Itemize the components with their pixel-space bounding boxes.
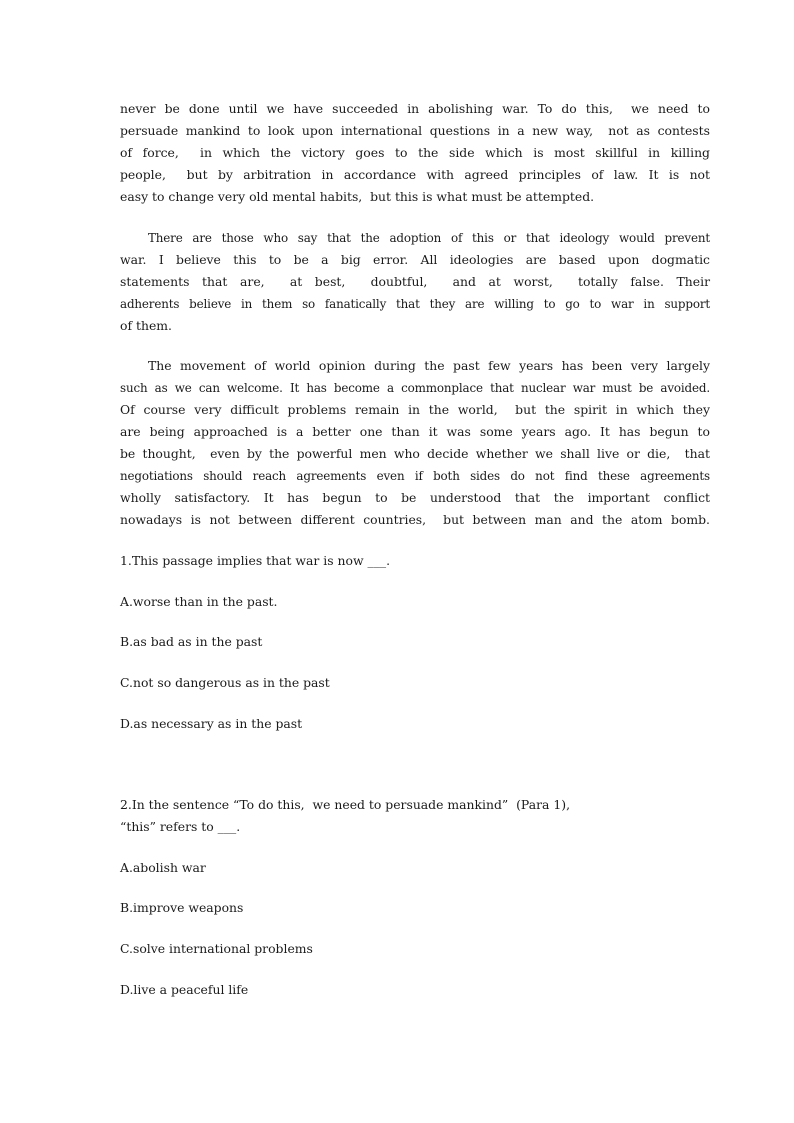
answer-option-d: D.as necessary as in the past <box>120 716 303 731</box>
paragraph-line: be thought, even by the powerful men who decide whether we shall live or die, that <box>120 446 710 461</box>
paragraph-line: are being approached is a better one than it was some years ago. It has begun to <box>120 424 710 439</box>
paragraph-line: nowadays is not between different countries, but between man and the atom bomb. <box>120 512 710 527</box>
question-stem: “this” refers to ___. <box>120 819 241 834</box>
paragraph-line: war. I believe this to be a big error. All ideologies are based upon dogmatic <box>120 252 710 267</box>
answer-option-b: B.improve weapons <box>120 900 244 915</box>
paragraph-line: people, but by arbitration in accordance with agreed principles of law. It is not <box>120 167 710 182</box>
answer-option-b: B.as bad as in the past <box>120 634 263 649</box>
paragraph-line: of them. <box>120 318 172 333</box>
question-stem: 1.This passage implies that war is now ___. <box>120 553 391 568</box>
answer-option-c: C.solve international problems <box>120 941 313 956</box>
answer-option-c: C.not so dangerous as in the past <box>120 675 330 690</box>
paragraph-line: persuade mankind to look upon international questions in a new way, not as contests <box>120 123 710 138</box>
question-stem: 2.In the sentence “To do this, we need to persuade mankind” (Para 1), <box>120 797 571 812</box>
paragraph-line: There are those who say that the adoption of this or that ideology would prevent <box>148 231 710 245</box>
paragraph-line: wholly satisfactory. It has begun to be understood that the important conflict <box>120 490 710 505</box>
paragraph-line: never be done until we have succeeded in abolishing war. To do this, we need to <box>120 101 710 116</box>
paragraph-line: Of course very difficult problems remain in the world, but the spirit in which they <box>120 402 710 417</box>
paragraph-line: easy to change very old mental habits, but this is what must be attempted. <box>120 189 595 204</box>
answer-option-a: A.abolish war <box>120 860 206 875</box>
paragraph-line: adherents believe in them so fanatically that they are willing to go to war in support <box>120 297 710 311</box>
paragraph-line: of force, in which the victory goes to the side which is most skillful in killing <box>120 145 710 160</box>
paragraph-line: such as we can welcome. It has become a commonplace that nuclear war must be avoided. <box>120 381 710 395</box>
answer-option-a: A.worse than in the past. <box>120 594 278 609</box>
paragraph-line: The movement of world opinion during the past few years has been very largely <box>148 358 710 373</box>
answer-option-d: D.live a peaceful life <box>120 982 249 997</box>
paragraph-line: negotiations should reach agreements even if both sides do not find these agreements <box>120 469 710 483</box>
paragraph-line: statements that are, at best, doubtful, and at worst, totally false. Their <box>120 274 710 289</box>
